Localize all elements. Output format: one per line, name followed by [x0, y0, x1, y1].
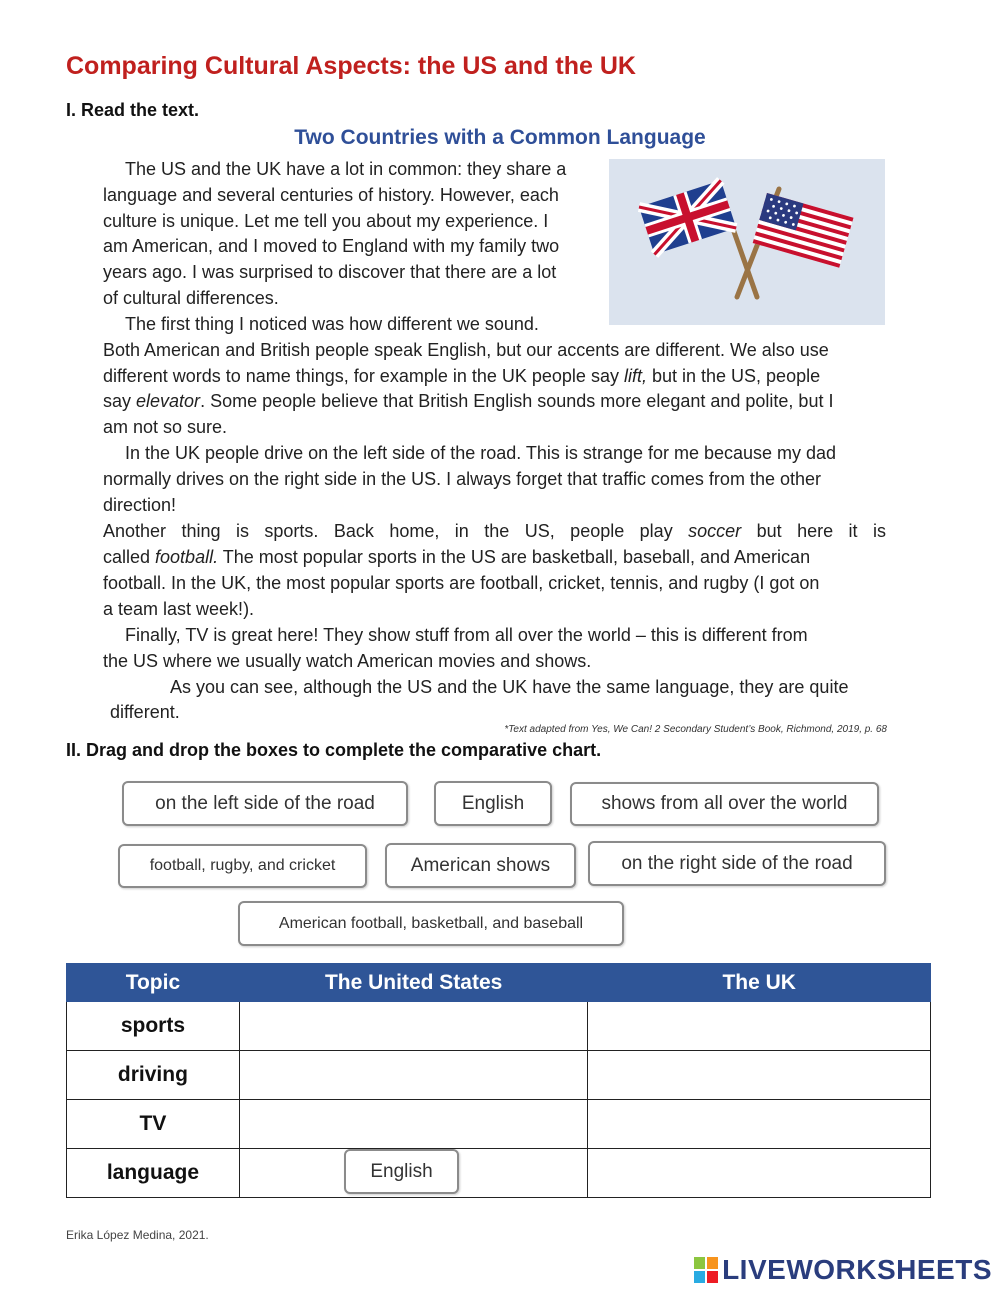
drag-chip-left-road[interactable]: on the left side of the road [122, 781, 408, 826]
drag-chip-right-road[interactable]: on the right side of the road [588, 841, 886, 886]
chart-header-us: The United States [239, 964, 588, 1002]
reading-line: different. [110, 702, 180, 722]
drop-zone-us-driving[interactable] [239, 1051, 588, 1100]
comparative-chart [66, 963, 931, 1198]
reading-line: direction! [103, 495, 177, 515]
reading-line: culture is unique. Let me tell you about my experience. I [103, 211, 549, 231]
reading-line: years ago. I was surprised to discover that there are a lot [103, 262, 557, 282]
reading-title: Two Countries with a Common Language [294, 126, 706, 149]
brand-name: LIVEWORKSHEETS [722, 1254, 992, 1285]
reading-line: the US where we usually watch American movies and shows. [103, 651, 592, 671]
drag-chip-uk-sports[interactable]: football, rugby, and cricket [118, 844, 367, 888]
chart-topic-tv: TV [67, 1100, 240, 1149]
reading-line: The first thing I noticed was how different we sound. [125, 314, 539, 334]
drag-chip-world-shows[interactable]: shows from all over the world [570, 782, 879, 826]
chart-topic-language: language [67, 1149, 240, 1198]
crossed-flags-icon [609, 159, 885, 325]
reading-line: Finally, TV is great here! They show stuff from all over the world – this is different from [125, 625, 808, 645]
reading-line: language and several centuries of history. However, each [103, 185, 559, 205]
drop-zone-uk-driving[interactable] [588, 1051, 931, 1100]
section-2-heading: II. Drag and drop the boxes to complete the comparative chart. [66, 740, 602, 760]
flags-image [609, 159, 885, 325]
reading-line: football. In the UK, the most popular sports are football, cricket, tennis, and rugby (I got on [103, 573, 820, 593]
page-title: Comparing Cultural Aspects: the US and the UK [66, 52, 636, 80]
reading-line: Both American and British people speak English, but our accents are different. We also use [103, 340, 829, 360]
drop-zone-uk-language[interactable] [588, 1149, 931, 1198]
source-note: *Text adapted from Yes, We Can! 2 Secondary Student’s Book, Richmond, 2019, p. 68 [504, 724, 887, 735]
chart-header-topic: Topic [67, 964, 240, 1002]
us-flag-icon [753, 193, 854, 268]
drop-zone-uk-tv[interactable] [588, 1100, 931, 1149]
reading-line: am not so sure. [103, 417, 228, 437]
drop-zone-uk-sports[interactable] [588, 1002, 931, 1051]
reading-line: different words to name things, for example in the UK people say lift, but in the US, people [103, 366, 821, 386]
reading-line: a team last week!). [103, 599, 255, 619]
liveworksheets-logo-icon [694, 1257, 718, 1283]
drop-zone-us-tv[interactable] [239, 1100, 588, 1149]
chart-topic-driving: driving [67, 1051, 240, 1100]
reading-line: Another thing is sports. Back home, in the US, people play soccer but here it is [103, 521, 886, 541]
placed-chip-english[interactable]: English [344, 1149, 459, 1194]
reading-line: am American, and I moved to England with my family two [103, 236, 560, 256]
reading-line: called football. The most popular sports in the US are basketball, baseball, and American [103, 547, 811, 567]
drag-chip-american-shows[interactable]: American shows [385, 843, 576, 888]
author-credit: Erika López Medina, 2021. [66, 1228, 209, 1242]
reading-line: normally drives on the right side in the US. I always forget that traffic comes from the other [103, 469, 821, 489]
reading-line: say elevator. Some people believe that British English sounds more elegant and polite, but I [103, 391, 834, 411]
reading-line: In the UK people drive on the left side of the road. This is strange for me because my dad [125, 443, 837, 463]
reading-line: of cultural differences. [103, 288, 279, 308]
drag-chip-english[interactable]: English [434, 781, 552, 826]
chart-header-uk: The UK [588, 964, 931, 1002]
uk-flag-icon [639, 180, 736, 254]
chart-topic-sports: sports [67, 1002, 240, 1051]
drag-chip-us-sports[interactable]: American football, basketball, and baseball [238, 901, 624, 946]
reading-line: The US and the UK have a lot in common: they share a [125, 159, 567, 179]
reading-line: As you can see, although the US and the UK have the same language, they are quite [170, 677, 849, 697]
liveworksheets-logo [694, 1254, 992, 1286]
section-1-heading: I. Read the text. [66, 100, 200, 120]
drop-zone-us-sports[interactable] [239, 1002, 588, 1051]
